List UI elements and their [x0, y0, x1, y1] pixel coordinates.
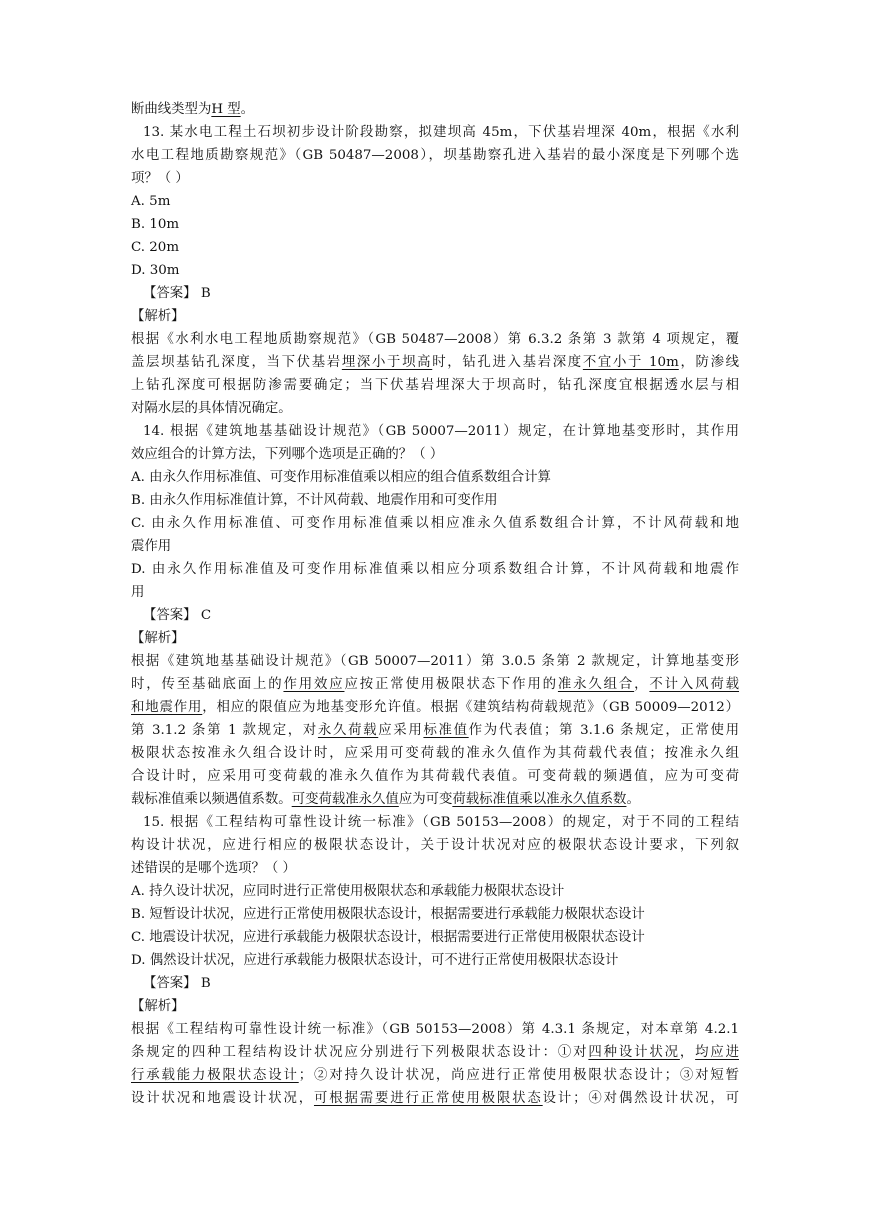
q15-answer: 【答案】 B	[143, 976, 211, 991]
q14-underline-5: 永久荷载	[317, 723, 379, 738]
q14-option-d-line-2: 用	[131, 585, 145, 600]
q14-option-a: A. 由永久作用标准值、可变作用标准值乘以相应的组合值系数组合计算	[131, 470, 551, 485]
intro-underlined-term: H 型	[211, 102, 241, 117]
q14-underline-4: 和地震作用	[131, 700, 203, 715]
q14-analysis-line-5: 极限状态按准永久组合设计时，应采用可变荷载的准永久值作为其荷载代表值；按准永久组	[131, 746, 739, 761]
q13-option-c: C. 20m	[131, 240, 180, 255]
q15-analysis-line-2: 条规定的四种工程结构设计状况应分别进行下列极限状态设计：①对四种设计状况，均应进	[131, 1045, 740, 1060]
intro-line	[131, 98, 739, 121]
q13-analysis-heading: 【解析】	[131, 309, 185, 324]
q15-underline-2: 均应进	[695, 1045, 740, 1060]
q14-stem-line-2: 效应组合的计算方法，下列哪个选项是正确的？（ ）	[131, 447, 444, 462]
q13-answer: 【答案】 B	[143, 286, 211, 301]
q14-underline-7: 可变荷载准永久值	[291, 792, 399, 807]
q14-underline-2: 准永久组合	[557, 677, 635, 692]
q13-analysis-line-3: 上钻孔深度可根据防渗需要确定；当下伏基岩埋深大于坝高时，钻孔深度宜根据透水层与相	[131, 378, 739, 393]
q14-analysis-line-6: 合设计时，应采用可变荷载的准永久值作为其荷载代表值。可变荷载的频遇值，应为可变荷	[131, 769, 739, 784]
q14-stem-line-1: 14. 根据《建筑地基基础设计规范》（GB 50007—2011）规定，在计算地基变形时，其作用	[143, 424, 739, 439]
q13-underline-1: 埋深小于坝高	[341, 355, 433, 370]
q15-underline-3: 行承载能力极限状态设计	[131, 1068, 299, 1083]
q15-option-d: D. 偶然设计状况，应进行承载能力极限状态设计，可不进行正常使用极限状态设计	[131, 953, 619, 968]
q15-underline-1: 四种设计状况	[588, 1045, 680, 1060]
q15-analysis-heading: 【解析】	[131, 999, 185, 1014]
q14-analysis-line-4: 第 3.1.2 条第 1 款规定，对永久荷载应采用标准值作为代表值；第 3.1.6 条规定，正常使用	[131, 723, 740, 738]
q15-analysis-line-3: 行承载能力极限状态设计；②对持久设计状况，尚应进行正常使用极限状态设计；③对短暂	[131, 1068, 740, 1083]
intro-end: 。	[240, 102, 255, 117]
q13-analysis-line-1: 根据《水利水电工程地质勘察规范》（GB 50487—2008）第 6.3.2 条第 3 款第 4 项规定，覆	[131, 332, 739, 347]
q13-stem-line-2: 水电工程地质勘察规范》（GB 50487—2008），坝基勘察孔进入基岩的最小深度是下列哪个选	[131, 148, 739, 163]
q13-option-d: D. 30m	[131, 263, 180, 278]
q13-analysis-line-2: 盖层坝基钻孔深度，当下伏基岩埋深小于坝高时，钻孔进入基岩深度不宜小于 10m，防渗线	[131, 355, 740, 370]
q13-stem-line-1: 13. 某水电工程土石坝初步设计阶段勘察，拟建坝高 45m，下伏基岩埋深 40m，根据《水利	[143, 125, 739, 140]
q14-analysis-line-2: 时，传至基础底面上的作用效应应按正常使用极限状态下作用的准永久组合，不计入风荷载	[131, 677, 740, 692]
q14-answer: 【答案】 C	[143, 608, 212, 623]
q15-analysis-line-1: 根据《工程结构可靠性设计统一标准》（GB 50153—2008）第 4.3.1 条规定，对本章第 4.2.1	[131, 1022, 739, 1037]
q14-option-c-line-2: 震作用	[131, 539, 172, 554]
intro-text: 断曲线类型为	[131, 102, 212, 117]
q14-underline-3: 不计入风荷载	[649, 677, 740, 692]
q14-option-c-line-1: C. 由永久作用标准值、可变作用标准值乘以相应准永久值系数组合计算，不计风荷载和地	[131, 516, 739, 531]
q15-stem-line-2: 构设计状况，应进行相应的极限状态设计，关于设计状况对应的极限状态设计要求，下列叙	[131, 838, 739, 853]
q15-option-b: B. 短暂设计状况，应进行正常使用极限状态设计，根据需要进行承载能力极限状态设计	[131, 907, 645, 922]
q14-underline-1: 作用效应	[283, 677, 345, 692]
q14-option-d-line-1: D. 由永久作用标准值及可变作用标准值乘以相应分项系数组合计算，不计风荷载和地震作	[131, 562, 739, 577]
q13-option-b: B. 10m	[131, 217, 180, 232]
q15-analysis-line-4: 设计状况和地震设计状况，可根据需要进行正常使用极限状态设计；④对偶然设计状况，可	[131, 1091, 740, 1106]
q13-underline-2: 不宜小于 10m	[582, 355, 679, 370]
q14-underline-6: 标准值	[423, 723, 469, 738]
q14-analysis-line-3: 和地震作用，相应的限值应为地基变形允许值。根据《建筑结构荷载规范》（GB 50009—2012）	[131, 700, 739, 715]
q14-analysis-line-1: 根据《建筑地基基础设计规范》（GB 50007—2011）第 3.0.5 条第 2 款规定，计算地基变形	[131, 654, 739, 669]
q14-analysis-line-7: 载标准值乘以频遇值系数。可变荷载准永久值应为可变荷载标准值乘以准永久值系数。	[131, 792, 640, 807]
document-page	[131, 98, 739, 1110]
q13-stem-line-3: 项？（ ）	[131, 171, 189, 186]
q14-analysis-heading: 【解析】	[131, 631, 185, 646]
q14-option-b: B. 由永久作用标准值计算，不计风荷载、地震作用和可变作用	[131, 493, 498, 508]
q15-option-c: C. 地震设计状况，应进行承载能力极限状态设计，根据需要进行正常使用极限状态设计	[131, 930, 645, 945]
q15-stem-line-3: 述错误的是哪个选项？（ ）	[131, 861, 296, 876]
q15-stem-line-1: 15. 根据《工程结构可靠性设计统一标准》（GB 50153—2008）的规定，对于不同的工程结	[143, 815, 739, 830]
q13-option-a: A. 5m	[131, 194, 171, 209]
q14-underline-8: 荷载标准值乘以准永久值系数	[452, 792, 627, 807]
q15-option-a: A. 持久设计状况，应同时进行正常使用极限状态和承载能力极限状态设计	[131, 884, 565, 899]
q13-analysis-line-4: 对隔水层的具体情况确定。	[131, 401, 292, 416]
q15-underline-4: 可根据需要进行正常使用极限状态	[313, 1091, 543, 1106]
